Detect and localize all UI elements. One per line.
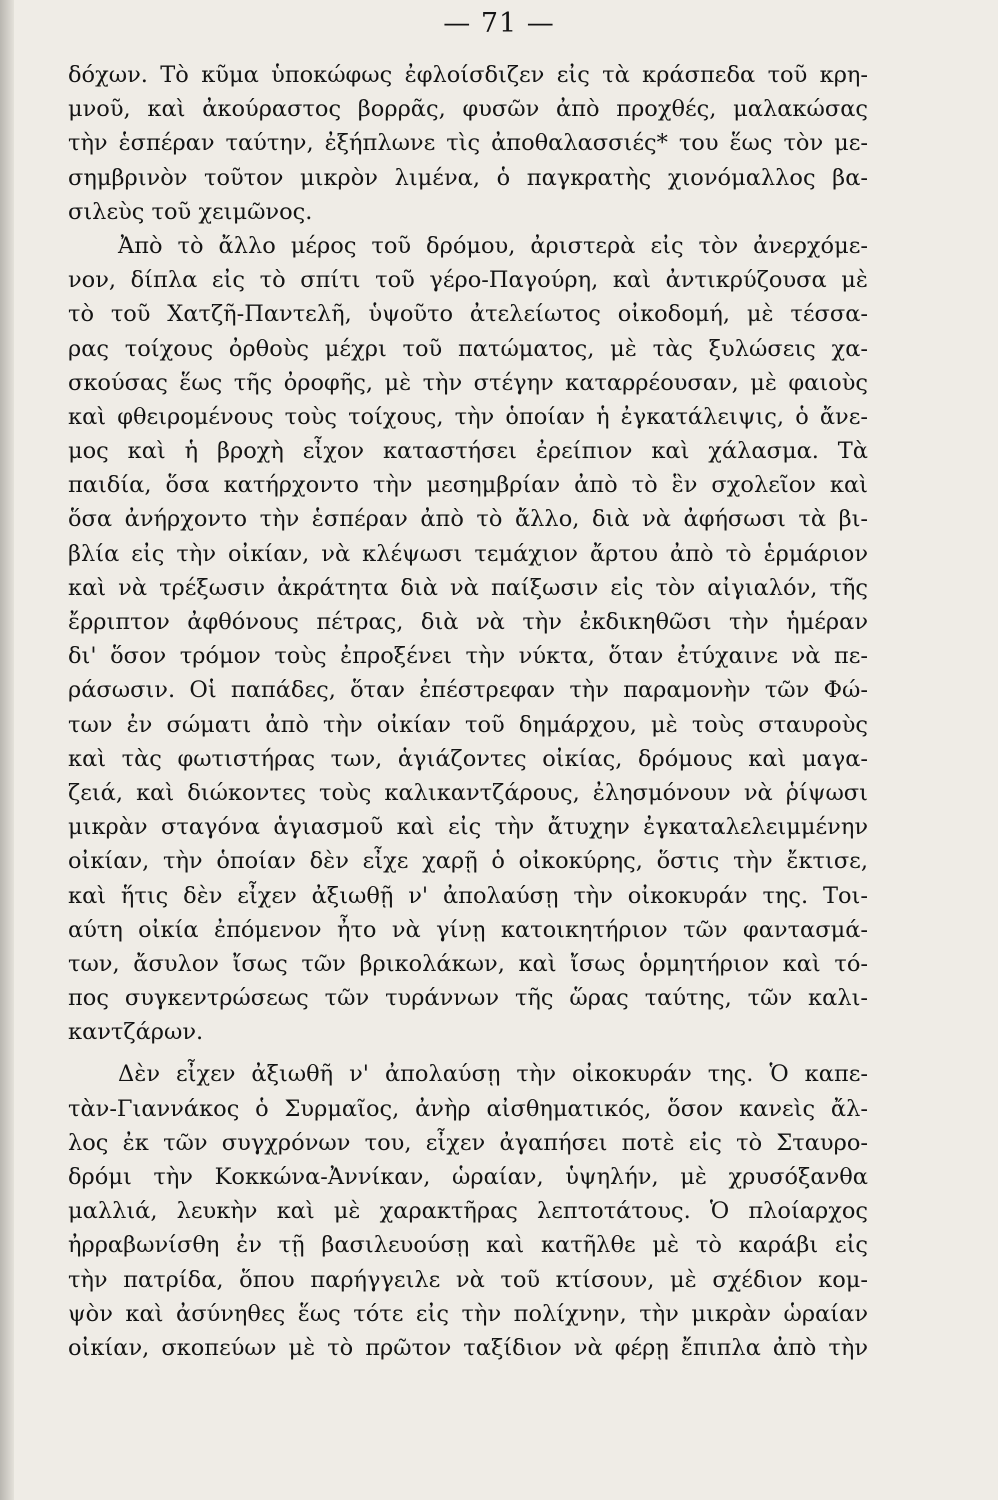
page-number: — 71 —: [443, 8, 555, 39]
text-line: πος συγκεντρώσεως τῶν τυράννων τῆς ὥρας ταύτης, τῶν καλι-: [68, 985, 868, 1012]
text-line: σημβρινὸν τοῦτον μικρὸν λιμένα, ὁ παγκρατὴς χιονόμαλλος βα-: [68, 164, 868, 191]
text-line: τὰν-Γιαννάκος ὁ Συρμαῖος, ἀνὴρ αἰσθηματικός, ὅσον κανεὶς ἄλ-: [68, 1095, 868, 1122]
text-line: καὶ τὰς φωτιστήρας των, ἁγιάζοντες οἰκίας, δρόμους καὶ μαγα-: [68, 745, 868, 772]
page-binding-shadow: [0, 0, 14, 1500]
text-line: σιλεὺς τοῦ χειμῶνος.: [68, 198, 313, 225]
text-line: βλία εἰς τὴν οἰκίαν, νὰ κλέψωσι τεμάχιον ἄρτου ἀπὸ τὸ ἑρμάριον: [68, 540, 868, 567]
text-line: μαλλιά, λευκὴν καὶ μὲ χαρακτῆρας λεπτοτάτους. Ὁ πλοίαρχος: [68, 1198, 868, 1225]
text-line: των, ἄσυλον ἴσως τῶν βρικολάκων, καὶ ἴσως ὁρμητήριον καὶ τό-: [68, 950, 868, 977]
text-line: οἰκίαν, τὴν ὁποίαν δὲν εἶχε χαρῇ ὁ οἰκοκύρης, ὅστις τὴν ἔκτισε,: [68, 848, 868, 875]
text-line: καὶ φθειρομένους τοὺς τοίχους, τὴν ὁποίαν ἡ ἐγκατάλειψις, ὁ ἄνε-: [68, 403, 868, 430]
text-line: νον, δίπλα εἰς τὸ σπίτι τοῦ γέρο-Παγούρη, καὶ ἀντικρύζουσα μὲ: [68, 267, 868, 294]
text-line: των ἐν σώματι ἀπὸ τὴν οἰκίαν τοῦ δημάρχου, μὲ τοὺς σταυροὺς: [68, 711, 868, 738]
text-line: ἠρραβωνίσθη ἐν τῇ βασιλευούσῃ καὶ κατῆλθε μὲ τὸ καράβι εἰς: [68, 1232, 868, 1259]
text-line: δόχων. Τὸ κῦμα ὑποκώφως ἐφλοίσδιζεν εἰς τὰ κράσπεδα τοῦ κρη-: [68, 62, 868, 88]
text-line: ἔρριπτον ἀφθόνους πέτρας, διὰ νὰ τὴν ἐκδικηθῶσι τὴν ἡμέραν: [68, 609, 868, 635]
text-line: ὅσα ἀνήρχοντο τὴν ἑσπέραν ἀπὸ τὸ ἄλλο, διὰ νὰ ἀφήσωσι τὰ βι-: [68, 506, 868, 533]
text-line: δρόμι τὴν Κοκκώνα-Ἀννίκαν, ὡραίαν, ὑψηλήν, μὲ χρυσόξανθα: [68, 1164, 868, 1190]
text-line: τὸ τοῦ Χατζῆ-Παντελῆ, ὑψοῦτο ἀτελείωτος οἰκοδομή, μὲ τέσσα-: [68, 301, 868, 328]
text-line: ρας τοίχους ὀρθοὺς μέχρι τοῦ πατώματος, μὲ τὰς ξυλώσεις χα-: [68, 335, 868, 362]
text-line: λος ἐκ τῶν συγχρόνων του, εἶχεν ἀγαπήσει ποτὲ εἰς τὸ Σταυρο-: [68, 1129, 868, 1156]
text-line: αύτη οἰκία ἐπόμενον ἦτο νὰ γίνῃ κατοικητήριον τῶν φαντασμά-: [68, 916, 868, 943]
text-line: ζειά, καὶ διώκοντες τοὺς καλικαντζάρους, ἐλησμόνουν νὰ ῥίψωσι: [68, 779, 868, 806]
text-line: σκούσας ἕως τῆς ὀροφῆς, μὲ τὴν στέγην καταρρέουσαν, μὲ φαιοὺς: [68, 369, 868, 396]
text-line: καὶ νὰ τρέξωσιν ἀκράτητα διὰ νὰ παίξωσιν εἰς τὸν αἰγιαλόν, τῆς: [68, 574, 868, 601]
text-line: Δὲν εἶχεν ἀξιωθῆ ν' ἀπολαύσῃ τὴν οἰκοκυράν της. Ὁ καπε-: [118, 1061, 868, 1088]
text-line: μνοῦ, καὶ ἀκούραστος βορρᾶς, φυσῶν ἀπὸ προχθές, μαλακώσας: [68, 96, 868, 123]
text-line: μος καὶ ἡ βροχὴ εἶχον καταστήσει ἐρείπιον καὶ χάλασμα. Τὰ: [68, 438, 868, 465]
text-line: παιδία, ὅσα κατήρχοντο τὴν μεσημβρίαν ἀπὸ τὸ ἓν σχολεῖον καὶ: [68, 472, 868, 499]
text-line: μικρὰν σταγόνα ἁγιασμοῦ καὶ εἰς τὴν ἄτυχην ἐγκαταλελειμμένην: [68, 814, 868, 841]
text-line: τὴν ἑσπέραν ταύτην, ἐξήπλωνε τὶς ἀποθαλασσιές* του ἕως τὸν με-: [68, 130, 868, 157]
text-line: καντζάρων.: [68, 1019, 204, 1046]
text-line: τὴν πατρίδα, ὅπου παρήγγειλε νὰ τοῦ κτίσουν, μὲ σχέδιον κομ-: [68, 1266, 868, 1293]
body-text: [68, 58, 868, 1365]
text-line: δι' ὅσον τρόμον τοὺς ἐπροξένει τὴν νύκτα, ὅταν ἐτύχαινε νὰ πε-: [68, 643, 868, 670]
text-line: ράσωσιν. Οἱ παπάδες, ὅταν ἐπέστρεφαν τὴν παραμονὴν τῶν Φώ-: [68, 677, 868, 704]
text-line: οἰκίαν, σκοπεύων μὲ τὸ πρῶτον ταξίδιον νὰ φέρῃ ἔπιπλα ἀπὸ τὴν: [68, 1334, 868, 1361]
text-line: Ἀπὸ τὸ ἄλλο μέρος τοῦ δρόμου, ἀριστερὰ εἰς τὸν ἀνερχόμε-: [118, 232, 868, 259]
text-line: καὶ ἥτις δὲν εἶχεν ἀξιωθῇ ν' ἀπολαύσῃ τὴν οἰκοκυράν της. Τοι-: [68, 882, 868, 909]
text-line: ψὸν καὶ ἀσύνηθες ἕως τότε εἰς τὴν πολίχνην, τὴν μικρὰν ὡραίαν: [68, 1300, 868, 1327]
